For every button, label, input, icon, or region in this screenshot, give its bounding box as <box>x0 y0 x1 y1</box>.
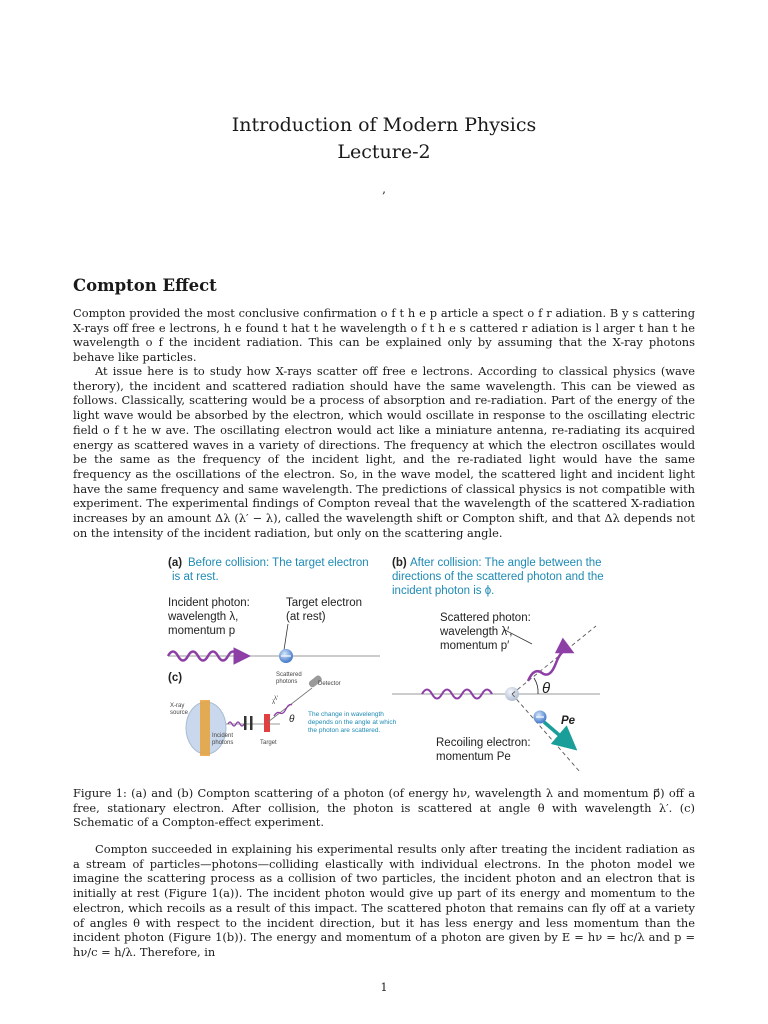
wavelength-note-1: The change in wavelength <box>308 711 384 718</box>
incident-photons-label-1: Incident <box>212 733 234 739</box>
xray-source-label-1: X-ray <box>170 703 185 709</box>
target-label-1: Target electron <box>286 597 363 609</box>
panel-b-title: After collision: The angle between the <box>410 557 602 569</box>
incident-photons-label-2: photons <box>212 740 234 746</box>
incident-label-1: Incident photon: <box>168 597 250 609</box>
panel-b-title-2: directions of the scattered photon and the <box>392 571 604 583</box>
scattered-photons-label-2: photons <box>276 679 298 685</box>
theta-label: θ <box>542 680 551 697</box>
detector-label: Detector <box>318 681 341 687</box>
incident-label-2: wavelength λ, <box>168 611 239 623</box>
panel-a-label: (a) <box>168 557 183 569</box>
xray-source-label-2: source <box>170 710 189 716</box>
scattered-label-1: Scattered photon: <box>440 612 531 624</box>
section-heading: Compton Effect <box>73 276 217 295</box>
panel-c-label: (c) <box>168 672 183 684</box>
lambda-prime-small: λ′ <box>274 696 279 702</box>
document-subtitle: Lecture-2 <box>337 141 431 163</box>
panel-b-label: (b) <box>392 557 407 569</box>
panel-b-title-3: incident photon is ϕ. <box>392 585 495 597</box>
document-title: Introduction of Modern Physics <box>231 114 537 136</box>
figure-caption: Figure 1: (a) and (b) Compton scattering of a photon (of energy hν, wavelength λ and momentum p⃗) off a free, stationary electron. After collision, the photon is scattered at angle θ with wavelength λ′. (c) Schematic of a Compton-effect experiment. <box>73 786 695 830</box>
paragraph-classical: At issue here is to study how X-rays scatter off free e lectrons. According to classical physics (wave therory), the incident and scattered radiation should have the same wavelength. This can be viewed as follows. Classically, scattering would be a process of absorption and re-radiation. Part of the energy of the light wave would be absorbed by the electron, which would oscillate in response to the oscillating electric field o f t he w ave. The oscillating electron would act like a miniature antenna, re-radiating its acquired energy as scattered waves in a variety of directions. The frequency at which the electron oscillates would be the same as the frequency of the incident light, and the re-radiated light would have the same frequency as the oscillations of the electron. So, in the wave model, the scattered light and incident light have the same frequency and same wavelength. The predictions of classical physics is not compatible with experiment. The experimental findings of Compton reveal that the wavelength of the scattered X-radiation increases by an amount Δλ (λ′ − λ), called the wavelength shift or Compton shift, and that Δλ depends not on the intensity of the incident radiation, but only on the scattering angle. <box>73 364 695 540</box>
wavelength-note-2: depends on the angle at which <box>308 719 397 726</box>
pe-label: Pe <box>561 715 576 727</box>
recoil-label-1: Recoiling electron: <box>436 737 531 749</box>
compton-diagram <box>160 550 608 772</box>
lambda-small: λ <box>272 700 275 706</box>
panel-a-title-2: is at rest. <box>172 571 219 583</box>
theta-small: θ <box>289 714 295 725</box>
incident-label-3: momentum p <box>168 625 236 637</box>
recoil-label-2: momentum Pe <box>436 751 511 763</box>
paragraph-photon-model: Compton succeeded in explaining his experimental results only after treating the incident radiation as a stream of particles—photons—colliding elastically with individual electrons. In the photon model we imagine the scattering process as a collision of two particles, the incident photon and an electron that is initially at rest (Figure 1(a)). The incident photon would give up part of its energy and momentum to the electron, which recoils as a result of this impact. The scattered photon that remains can fly off at a variety of angles θ with respect to the incident direction, but it has less energy and less momentum than the incident photon (Figure 1(b)). The energy and momentum of a photon are given by E = hν = hc/λ and p = hν/c = h/λ. Therefore, in <box>73 842 695 959</box>
target-label-2: (at rest) <box>286 611 326 623</box>
page-number: 1 <box>380 981 388 994</box>
author-mark: , <box>382 182 386 196</box>
scattered-label-3: momentum p′ <box>440 640 510 652</box>
target-icon <box>264 714 270 732</box>
compton-figure <box>160 550 608 772</box>
paragraph-intro: Compton provided the most conclusive confirmation o f t h e p article a spect o f r adiation. B y s cattering X-rays off free e lectrons, h e found t hat t he wavelength o f t h e s cattered r adiation is l arger t han t he wavelength o f the incident radiation. This can be explained only by assuming that the X-ray photons behave like particles. <box>73 306 695 365</box>
scattered-photons-label-1: Scattered <box>276 672 302 678</box>
scattered-label-2: wavelength λ′, <box>440 626 513 638</box>
wavelength-note-3: the photon are scattered. <box>308 727 381 734</box>
panel-a-title: Before collision: The target electron <box>188 557 369 569</box>
target-small-label: Target <box>260 740 277 746</box>
